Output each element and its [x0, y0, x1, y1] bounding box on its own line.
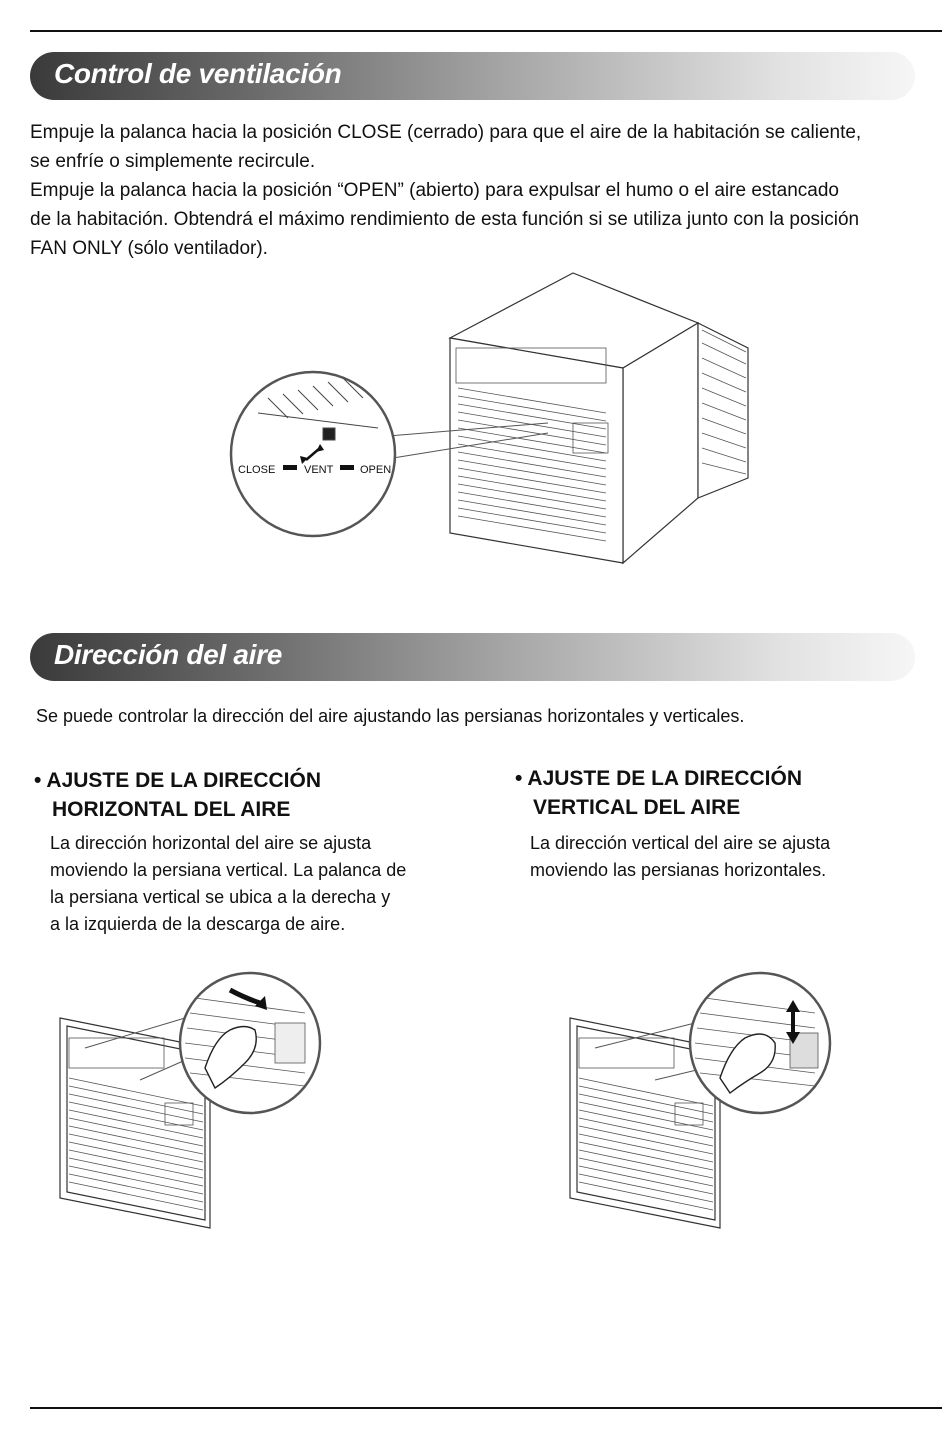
vertical-body: [530, 830, 830, 884]
label-close: CLOSE: [238, 464, 276, 476]
label-open: OPEN: [360, 464, 392, 476]
ventilation-line-4: de la habitación. Obtendrá el máximo rendimiento de esta función si se utiliza junto con la posición: [30, 209, 860, 230]
vertical-heading: [515, 764, 802, 822]
section-title-ventilation: Control de ventilación: [54, 58, 342, 89]
ventilation-line-3: Empuje la palanca hacia la posición “OPEN” (abierto) para expulsar el humo o el aire estancado: [30, 180, 839, 201]
section-banner-air-direction: [30, 633, 915, 681]
vertical-heading-line2: VERTICAL DEL AIRE: [533, 796, 741, 819]
air-direction-intro: Se puede controlar la dirección del aire ajustando las persianas horizontales y verticales.: [36, 706, 745, 726]
top-rule: [30, 30, 942, 32]
horizontal-heading-line2: HORIZONTAL DEL AIRE: [52, 798, 291, 821]
vent-marker: [340, 465, 354, 470]
ac-vent-illustration: [228, 268, 758, 568]
ventilation-line-5: FAN ONLY (sólo ventilador).: [30, 238, 268, 259]
horizontal-body-line3: la persiana vertical se ubica a la derecha y: [50, 887, 391, 907]
ventilation-line-2: se enfríe o simplemente recircule.: [30, 151, 316, 172]
horizontal-body-line4: a la izquierda de la descarga de aire.: [50, 914, 346, 934]
bottom-rule: [30, 1407, 942, 1409]
vertical-body-line2: moviendo las persianas horizontales.: [530, 860, 827, 880]
close-marker: [283, 465, 297, 470]
horizontal-body-line2: moviendo la persiana vertical. La palanca de: [50, 860, 407, 880]
ventilation-text: [30, 118, 920, 263]
horizontal-heading-line1: • AJUSTE DE LA DIRECCIÓN: [34, 769, 321, 792]
section-title-air-direction: Dirección del aire: [54, 639, 283, 670]
horizontal-body: [50, 830, 406, 938]
horizontal-body-line1: La dirección horizontal del aire se ajusta: [50, 833, 372, 853]
vertical-body-line1: La dirección vertical del aire se ajusta: [530, 833, 831, 853]
horizontal-louver-illustration: [55, 968, 335, 1238]
label-vent: VENT: [304, 464, 334, 476]
ventilation-line-1: Empuje la palanca hacia la posición CLOSE (cerrado) para que el aire de la habitación se caliente,: [30, 122, 862, 143]
vertical-louver-illustration: [565, 968, 845, 1238]
horizontal-heading: [34, 766, 321, 824]
section-banner-ventilation: [30, 52, 915, 100]
vertical-heading-line1: • AJUSTE DE LA DIRECCIÓN: [515, 767, 802, 790]
